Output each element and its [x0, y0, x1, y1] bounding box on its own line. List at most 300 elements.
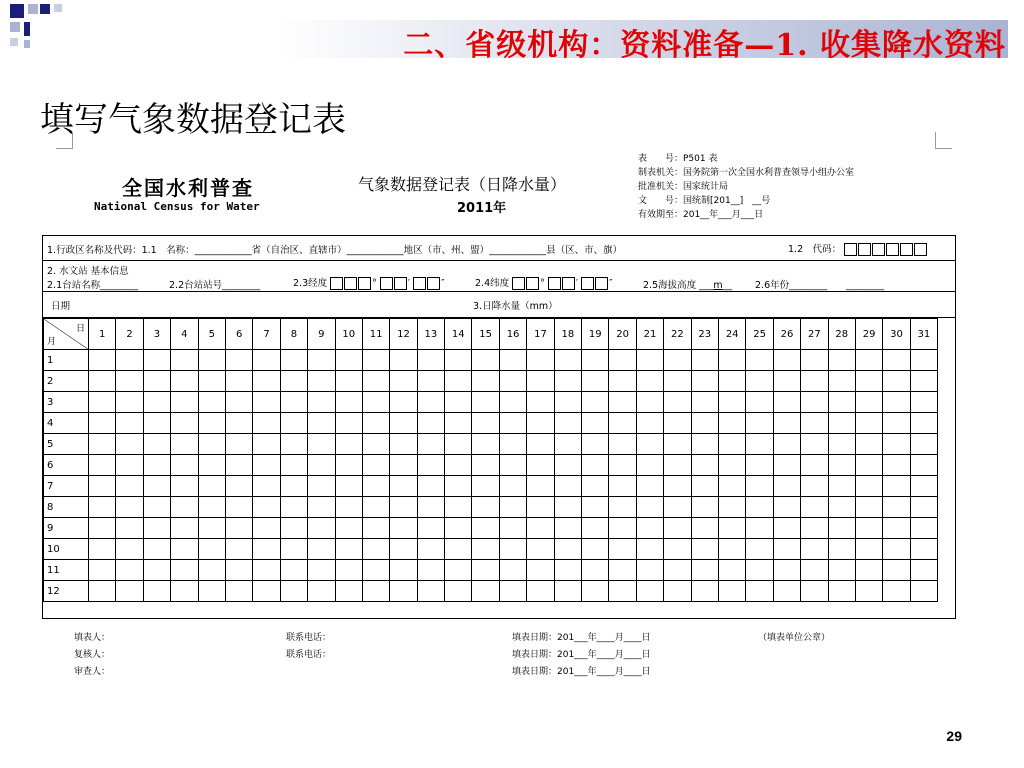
precip-cell	[472, 497, 499, 518]
date-label: 日期	[51, 301, 71, 312]
precip-cell	[362, 560, 389, 581]
month-row	[44, 455, 938, 476]
precip-cell	[554, 392, 581, 413]
precip-cell	[582, 560, 609, 581]
precip-cell	[883, 518, 910, 539]
day-header-cell: 31	[910, 319, 937, 350]
precip-cell	[883, 371, 910, 392]
precip-cell	[746, 434, 773, 455]
precip-cell	[225, 455, 252, 476]
precip-cell	[855, 413, 882, 434]
precip-cell	[225, 497, 252, 518]
precip-cell	[308, 371, 335, 392]
precip-cell	[335, 455, 362, 476]
precip-cell	[472, 476, 499, 497]
precip-cell	[499, 497, 526, 518]
code-box	[900, 243, 913, 256]
precip-cell	[718, 455, 745, 476]
code-box	[858, 243, 871, 256]
precip-cell	[143, 518, 170, 539]
precip-cell	[116, 581, 143, 602]
years-label: 2.6年份	[755, 280, 790, 291]
precip-cell	[636, 539, 663, 560]
month-row	[44, 350, 938, 371]
seal-label: （填表单位公章）	[758, 633, 831, 643]
precip-cell	[362, 434, 389, 455]
precip-cell	[445, 518, 472, 539]
precip-cell	[636, 455, 663, 476]
day-header-cell: 20	[609, 319, 636, 350]
precip-cell	[445, 455, 472, 476]
corner-mark-right	[935, 132, 952, 149]
precip-cell	[746, 497, 773, 518]
day-header-cell: 16	[499, 319, 526, 350]
precip-cell	[664, 392, 691, 413]
meta-row: 文 号：国统制[201__] __号	[638, 196, 771, 206]
precip-cell	[718, 371, 745, 392]
precip-cell	[89, 455, 116, 476]
precip-cell	[636, 518, 663, 539]
day-header-cell: 10	[335, 319, 362, 350]
precip-cell	[499, 539, 526, 560]
precip-cell	[746, 539, 773, 560]
precip-cell	[691, 497, 718, 518]
precip-cell	[171, 371, 198, 392]
precip-cell	[362, 392, 389, 413]
precip-cell	[445, 539, 472, 560]
precip-cell	[855, 350, 882, 371]
code-box	[844, 243, 857, 256]
month-label-cell: 4	[44, 413, 89, 434]
precip-cell	[773, 518, 800, 539]
day-header-cell: 25	[746, 319, 773, 350]
precip-cell	[308, 518, 335, 539]
precip-cell	[308, 392, 335, 413]
precip-cell	[691, 560, 718, 581]
precip-cell	[582, 581, 609, 602]
precip-cell	[253, 581, 280, 602]
precip-cell	[472, 455, 499, 476]
precip-cell	[198, 560, 225, 581]
month-label-cell: 2	[44, 371, 89, 392]
precip-cell	[308, 539, 335, 560]
month-row	[44, 413, 938, 434]
data-grid	[42, 235, 956, 619]
fill-date-2: 填表日期：201___年____月____日	[512, 650, 651, 660]
precip-cell	[417, 455, 444, 476]
precip-cell	[664, 518, 691, 539]
page-number: 29	[946, 728, 962, 744]
precip-cell	[335, 560, 362, 581]
precip-cell	[773, 455, 800, 476]
precip-cell	[198, 518, 225, 539]
precip-cell	[828, 581, 855, 602]
precip-cell	[198, 539, 225, 560]
precip-cell	[910, 539, 937, 560]
precip-cell	[527, 476, 554, 497]
month-label-cell: 1	[44, 350, 89, 371]
month-label-cell: 11	[44, 560, 89, 581]
precip-cell	[527, 497, 554, 518]
precip-cell	[828, 434, 855, 455]
day-header-cell: 12	[390, 319, 417, 350]
precip-cell	[636, 476, 663, 497]
day-header-cell: 30	[883, 319, 910, 350]
precip-cell	[527, 413, 554, 434]
precip-cell	[527, 392, 554, 413]
precip-cell	[116, 371, 143, 392]
precip-cell	[801, 455, 828, 476]
precip-cell	[472, 371, 499, 392]
precip-cell	[335, 392, 362, 413]
altitude-unit: m	[713, 280, 723, 291]
precip-cell	[225, 371, 252, 392]
precip-cell	[582, 455, 609, 476]
min-box	[380, 277, 393, 290]
phone-label-2: 联系电话：	[286, 650, 332, 660]
precip-cell	[198, 434, 225, 455]
precip-cell	[691, 413, 718, 434]
precip-cell	[664, 581, 691, 602]
precip-cell	[362, 371, 389, 392]
precip-cell	[198, 455, 225, 476]
form-year: 2011年	[457, 201, 507, 216]
precip-cell	[582, 413, 609, 434]
precip-cell	[801, 413, 828, 434]
precip-cell	[582, 392, 609, 413]
precip-cell	[362, 497, 389, 518]
precip-cell	[664, 371, 691, 392]
precip-cell	[910, 497, 937, 518]
code-box	[914, 243, 927, 256]
precip-cell	[554, 476, 581, 497]
precip-cell	[417, 434, 444, 455]
precip-cell	[746, 560, 773, 581]
precip-cell	[171, 392, 198, 413]
precip-cell	[718, 434, 745, 455]
precip-cell	[143, 560, 170, 581]
precip-cell	[609, 560, 636, 581]
precip-cell	[89, 476, 116, 497]
precip-cell	[253, 497, 280, 518]
precip-cell	[143, 434, 170, 455]
precip-cell	[499, 455, 526, 476]
month-row	[44, 392, 938, 413]
filler-label: 填表人：	[74, 633, 111, 643]
precip-cell	[718, 392, 745, 413]
precip-cell	[801, 560, 828, 581]
precip-cell	[89, 413, 116, 434]
precip-cell	[280, 350, 307, 371]
precip-cell	[910, 518, 937, 539]
month-label-cell: 12	[44, 581, 89, 602]
precip-cell	[801, 518, 828, 539]
precip-cell	[308, 350, 335, 371]
precip-cell	[116, 413, 143, 434]
precip-cell	[280, 539, 307, 560]
precip-cell	[499, 350, 526, 371]
precip-cell	[253, 560, 280, 581]
precip-cell	[198, 413, 225, 434]
precip-cell	[280, 392, 307, 413]
precip-cell	[198, 371, 225, 392]
precip-cell	[883, 581, 910, 602]
day-header-cell: 14	[445, 319, 472, 350]
precip-cell	[390, 455, 417, 476]
month-label-cell: 6	[44, 455, 89, 476]
day-header-row	[44, 319, 938, 350]
precip-cell	[691, 455, 718, 476]
precip-cell	[609, 539, 636, 560]
precip-cell	[828, 371, 855, 392]
precip-cell	[198, 350, 225, 371]
day-header-cell: 8	[280, 319, 307, 350]
precip-cell	[225, 560, 252, 581]
precip-cell	[664, 497, 691, 518]
month-row	[44, 497, 938, 518]
precip-cell	[253, 392, 280, 413]
precip-cell	[801, 539, 828, 560]
day-header-cell: 9	[308, 319, 335, 350]
precip-cell	[253, 455, 280, 476]
fill-date-3: 填表日期：201___年____月____日	[512, 667, 651, 677]
precip-cell	[198, 476, 225, 497]
precip-cell	[253, 371, 280, 392]
precip-cell	[280, 476, 307, 497]
precip-cell	[89, 518, 116, 539]
precip-cell	[445, 581, 472, 602]
precip-cell	[691, 518, 718, 539]
month-label-cell: 8	[44, 497, 89, 518]
precip-cell	[664, 413, 691, 434]
month-label-cell: 3	[44, 392, 89, 413]
precip-cell	[828, 539, 855, 560]
meta-row: 制表机关：国务院第一次全国水利普查领导小组办公室	[638, 168, 855, 178]
precip-cell	[718, 539, 745, 560]
precip-cell	[390, 560, 417, 581]
precip-cell	[527, 581, 554, 602]
precip-cell	[554, 455, 581, 476]
precip-cell	[636, 434, 663, 455]
precip-cell	[472, 350, 499, 371]
precip-cell	[472, 413, 499, 434]
precip-cell	[198, 392, 225, 413]
corner-mark-left	[56, 132, 73, 149]
precip-cell	[308, 560, 335, 581]
auditor-label: 审查人：	[74, 667, 111, 677]
precip-cell	[253, 476, 280, 497]
precip-cell	[609, 581, 636, 602]
precip-cell	[746, 476, 773, 497]
day-header-cell: 15	[472, 319, 499, 350]
precip-cell	[527, 350, 554, 371]
diagonal-header-cell	[44, 319, 89, 350]
precip-cell	[308, 413, 335, 434]
form-meta	[638, 152, 854, 222]
precip-cell	[582, 371, 609, 392]
precip-cell	[171, 434, 198, 455]
month-row	[44, 518, 938, 539]
precip-cell	[554, 434, 581, 455]
precip-cell	[554, 518, 581, 539]
day-header-cell: 6	[225, 319, 252, 350]
form-title: 气象数据登记表（日降水量）	[358, 175, 567, 194]
registration-form-image	[40, 140, 960, 680]
precip-cell	[828, 455, 855, 476]
precip-cell	[445, 476, 472, 497]
precip-cell	[143, 392, 170, 413]
precip-cell	[445, 413, 472, 434]
precip-cell	[499, 476, 526, 497]
precip-cell	[883, 455, 910, 476]
precip-cell	[225, 413, 252, 434]
precip-cell	[855, 518, 882, 539]
precip-cell	[636, 581, 663, 602]
precip-cell	[445, 497, 472, 518]
precip-cell	[773, 581, 800, 602]
precip-cell	[171, 518, 198, 539]
precip-cell	[445, 392, 472, 413]
precip-cell	[636, 392, 663, 413]
precip-cell	[828, 350, 855, 371]
code-box	[886, 243, 899, 256]
precip-cell	[718, 560, 745, 581]
diag-month-label: 月	[47, 337, 57, 347]
precip-cell	[362, 581, 389, 602]
deg-box	[344, 277, 357, 290]
precip-cell	[390, 413, 417, 434]
precip-cell	[499, 413, 526, 434]
precip-cell	[801, 434, 828, 455]
precip-cell	[554, 497, 581, 518]
meta-row: 批准机关：国家统计局	[638, 182, 729, 192]
month-label-cell: 7	[44, 476, 89, 497]
precip-cell	[116, 518, 143, 539]
precip-cell	[691, 539, 718, 560]
day-header-cell: 11	[362, 319, 389, 350]
precip-cell	[582, 350, 609, 371]
precip-cell	[362, 518, 389, 539]
precip-cell	[116, 539, 143, 560]
precip-cell	[390, 476, 417, 497]
precip-cell	[143, 371, 170, 392]
precip-cell	[417, 476, 444, 497]
precip-cell	[472, 434, 499, 455]
precip-cell	[828, 476, 855, 497]
precip-cell	[554, 539, 581, 560]
min-box	[562, 277, 575, 290]
precip-cell	[554, 350, 581, 371]
precip-cell	[225, 476, 252, 497]
precip-cell	[554, 413, 581, 434]
deg-box	[358, 277, 371, 290]
precip-cell	[499, 560, 526, 581]
precip-cell	[718, 350, 745, 371]
precip-cell	[390, 392, 417, 413]
precip-cell	[143, 350, 170, 371]
precip-cell	[746, 350, 773, 371]
precip-cell	[116, 434, 143, 455]
fill-date-1: 填表日期：201___年____月____日	[512, 633, 651, 643]
precip-cell	[253, 413, 280, 434]
precip-cell	[883, 392, 910, 413]
sec-box	[595, 277, 608, 290]
day-header-cell: 18	[554, 319, 581, 350]
precip-cell	[609, 518, 636, 539]
diag-day-label: 日	[75, 324, 85, 334]
precip-cell	[171, 476, 198, 497]
precip-cell	[664, 476, 691, 497]
month-row	[44, 434, 938, 455]
precip-cell	[883, 539, 910, 560]
day-header-cell: 27	[801, 319, 828, 350]
precip-cell	[691, 371, 718, 392]
precip-cell	[801, 581, 828, 602]
precip-cell	[225, 518, 252, 539]
precip-cell	[390, 518, 417, 539]
precip-cell	[472, 518, 499, 539]
day-header-cell: 2	[116, 319, 143, 350]
slide-title: 二、省级机构：资料准备—1. 收集降水资料	[403, 28, 1006, 63]
precip-cell	[171, 539, 198, 560]
day-header-cell: 5	[198, 319, 225, 350]
precip-cell	[89, 392, 116, 413]
precip-cell	[335, 371, 362, 392]
precip-cell	[116, 560, 143, 581]
precip-cell	[746, 455, 773, 476]
precip-cell	[472, 392, 499, 413]
precip-cell	[89, 539, 116, 560]
precip-cell	[335, 413, 362, 434]
precip-cell	[280, 434, 307, 455]
precip-cell	[198, 581, 225, 602]
precip-cell	[636, 350, 663, 371]
precip-cell	[773, 434, 800, 455]
precip-table	[43, 318, 938, 602]
precip-cell	[225, 350, 252, 371]
precip-cell	[664, 434, 691, 455]
precip-cell	[417, 539, 444, 560]
precip-cell	[527, 539, 554, 560]
precip-cell	[171, 455, 198, 476]
admin-code	[788, 241, 928, 256]
precip-cell	[499, 392, 526, 413]
precip-cell	[116, 497, 143, 518]
precip-cell	[362, 476, 389, 497]
precip-cell	[773, 476, 800, 497]
precip-cell	[280, 560, 307, 581]
deg-box	[526, 277, 539, 290]
precip-cell	[445, 434, 472, 455]
precip-cell	[855, 434, 882, 455]
precip-cell	[445, 371, 472, 392]
precip-cell	[883, 434, 910, 455]
precip-cell	[664, 455, 691, 476]
precip-cell	[855, 560, 882, 581]
precip-cell	[390, 581, 417, 602]
precip-cell	[855, 581, 882, 602]
slide-subtitle: 填写气象数据登记表	[40, 100, 346, 140]
precip-cell	[664, 539, 691, 560]
precip-cell	[883, 413, 910, 434]
precip-cell	[746, 371, 773, 392]
meta-row: 有效期至：201__年___月___日	[638, 210, 764, 220]
precip-cell	[746, 518, 773, 539]
precip-cell	[225, 539, 252, 560]
precip-cell	[910, 560, 937, 581]
precip-cell	[910, 455, 937, 476]
precip-cell	[773, 371, 800, 392]
